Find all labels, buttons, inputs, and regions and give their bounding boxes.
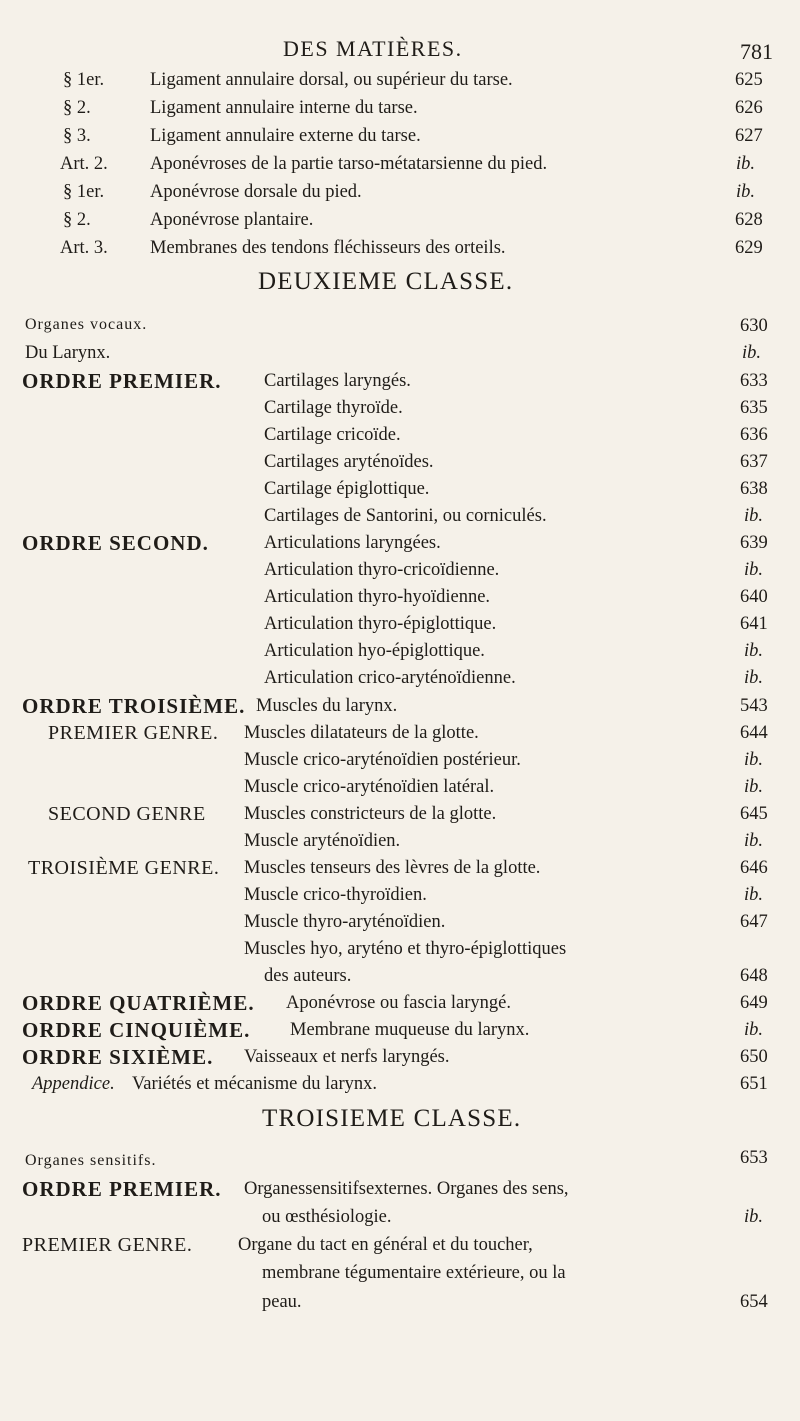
entry-text: Ligament annulaire externe du tarse.: [150, 126, 421, 146]
organes-sensitifs-heading: Organes sensitifs.: [25, 1152, 157, 1169]
entry-page: 647: [740, 912, 768, 932]
entry-page: 638: [740, 479, 768, 499]
entry-text: Muscles constricteurs de la glotte.: [244, 804, 497, 824]
entry-text: membrane tégumentaire extérieure, ou la: [262, 1263, 566, 1283]
entry-label: § 2.: [63, 210, 91, 230]
entry-text: Cartilages laryngés.: [264, 371, 411, 391]
entry-text: Organe du tact en général et du toucher,: [238, 1235, 533, 1255]
entry-page: ib.: [742, 343, 762, 363]
entry-label: § 1er.: [63, 182, 105, 202]
entry-page: 653: [740, 1148, 768, 1168]
ordre-heading: ORDRE PREMIER.: [22, 1177, 222, 1201]
entry-label: Art. 3.: [60, 238, 108, 258]
genre-heading: SECOND GENRE: [48, 803, 206, 825]
entry-text: Aponévrose dorsale du pied.: [150, 182, 362, 202]
page-number: 781: [740, 39, 773, 64]
entry-text: Articulation crico-aryténoïdienne.: [264, 668, 516, 688]
entry-text: Articulations laryngées.: [264, 533, 441, 553]
entry-text: Aponévrose plantaire.: [150, 210, 314, 230]
entry-text: Membrane muqueuse du larynx.: [290, 1020, 530, 1040]
entry-page: 641: [740, 614, 768, 634]
entry-page: 635: [740, 398, 768, 418]
entry-page: 654: [740, 1292, 768, 1312]
ordre-heading: ORDRE PREMIER.: [22, 369, 222, 393]
entry-text: Articulation thyro-hyoïdienne.: [264, 587, 491, 607]
entry-text: Cartilages aryténoïdes.: [264, 452, 434, 472]
entry-page: 626: [735, 98, 763, 118]
entry-page: 648: [740, 966, 768, 986]
section-title-deuxieme: DEUXIEME CLASSE.: [258, 268, 514, 295]
entry-text: Variétés et mécanisme du larynx.: [132, 1074, 378, 1094]
entry-text: Cartilage thyroïde.: [264, 398, 403, 418]
entry-page: 645: [740, 804, 768, 824]
entry-page: 650: [740, 1047, 768, 1067]
entry-text: Muscle crico-aryténoïdien latéral.: [244, 777, 495, 797]
entry-page: 649: [740, 993, 768, 1013]
larynx-heading: Du Larynx.: [25, 343, 111, 363]
genre-heading: TROISIÈME GENRE.: [28, 857, 220, 879]
entry-label: § 2.: [63, 98, 91, 118]
entry-text: Aponévroses de la partie tarso-métatarsienne du pied.: [150, 154, 548, 174]
entry-label: § 3.: [63, 126, 91, 146]
entry-text: Muscle crico-aryténoïdien postérieur.: [244, 750, 521, 770]
entry-text: Muscles du larynx.: [256, 696, 398, 716]
entry-page: 625: [735, 70, 763, 90]
entry-page: 640: [740, 587, 768, 607]
entry-page: 637: [740, 452, 768, 472]
genre-heading: PREMIER GENRE.: [22, 1234, 193, 1256]
entry-page: 651: [740, 1074, 768, 1094]
entry-page: ib.: [744, 668, 764, 688]
entry-page: ib.: [744, 885, 764, 905]
entry-text: Aponévrose ou fascia laryngé.: [286, 993, 511, 1013]
organes-vocaux-heading: Organes vocaux.: [25, 316, 148, 333]
entry-label: § 1er.: [63, 70, 105, 90]
entry-page: 644: [740, 723, 768, 743]
entry-page: ib.: [744, 1207, 764, 1227]
entry-label: Art. 2.: [60, 154, 108, 174]
entry-page: ib.: [736, 182, 756, 202]
entry-page: 646: [740, 858, 768, 878]
entry-page: 636: [740, 425, 768, 445]
entry-text: ou œsthésiologie.: [262, 1207, 392, 1227]
entry-text: Muscles tenseurs des lèvres de la glotte.: [244, 858, 541, 878]
entry-text: Muscle aryténoïdien.: [244, 831, 401, 851]
entry-text: Cartilage cricoïde.: [264, 425, 401, 445]
entry-page: 543: [740, 696, 768, 716]
ordre-heading: ORDRE SECOND.: [22, 531, 209, 555]
entry-page: ib.: [744, 560, 764, 580]
entry-page: ib.: [744, 641, 764, 661]
ordre-heading: ORDRE CINQUIÈME.: [22, 1018, 251, 1042]
entry-text: Muscles hyo, aryténo et thyro-épiglottiques: [244, 939, 567, 959]
entry-text: Muscle crico-thyroïdien.: [244, 885, 427, 905]
entry-text: Ligament annulaire dorsal, ou supérieur du tarse.: [150, 70, 513, 90]
entry-page: ib.: [744, 777, 764, 797]
entry-page: 633: [740, 371, 768, 391]
ordre-heading: ORDRE SIXIÈME.: [22, 1045, 214, 1069]
entry-page: ib.: [744, 506, 764, 526]
entry-text: Cartilages de Santorini, ou corniculés.: [264, 506, 547, 526]
ordre-heading: ORDRE QUATRIÈME.: [22, 991, 255, 1015]
entry-text: Cartilage épiglottique.: [264, 479, 430, 499]
page-header-title: DES MATIÈRES.: [283, 36, 463, 61]
entry-text: Articulation hyo-épiglottique.: [264, 641, 485, 661]
entry-page: 628: [735, 210, 763, 230]
entry-text: peau.: [262, 1292, 302, 1312]
entry-page: 639: [740, 533, 768, 553]
entry-page: ib.: [744, 831, 764, 851]
entry-page: 629: [735, 238, 763, 258]
entry-text: Membranes des tendons fléchisseurs des orteils.: [150, 238, 506, 258]
ordre-heading: ORDRE TROISIÈME.: [22, 694, 246, 718]
entry-text: Articulation thyro-cricoïdienne.: [264, 560, 500, 580]
entry-text: Ligament annulaire interne du tarse.: [150, 98, 418, 118]
entry-page: 627: [735, 126, 763, 146]
entry-text: Articulation thyro-épiglottique.: [264, 614, 497, 634]
entry-text: Muscles dilatateurs de la glotte.: [244, 723, 479, 743]
entry-text: Muscle thyro-aryténoïdien.: [244, 912, 446, 932]
entry-page: ib.: [736, 154, 756, 174]
entry-page: 630: [740, 316, 768, 336]
entry-page: ib.: [744, 1020, 764, 1040]
entry-page: ib.: [744, 750, 764, 770]
appendice-label: Appendice.: [32, 1074, 115, 1094]
entry-text: des auteurs.: [264, 966, 352, 986]
section-title-troisieme: TROISIEME CLASSE.: [262, 1105, 522, 1132]
entry-text: Organessensitifsexternes. Organes des sens,: [244, 1179, 569, 1199]
entry-text: Vaisseaux et nerfs laryngés.: [244, 1047, 450, 1067]
genre-heading: PREMIER GENRE.: [48, 722, 219, 744]
